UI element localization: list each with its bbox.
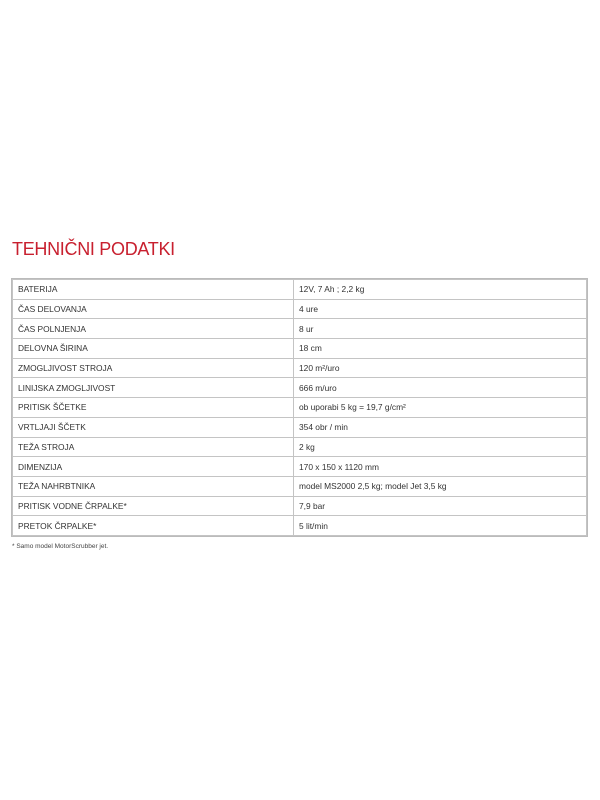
- spec-label: PRITISK ŠČETKE: [13, 398, 294, 418]
- spec-label: PRITISK VODNE ČRPALKE*: [13, 496, 294, 516]
- spec-label: TEŽA STROJA: [13, 437, 294, 457]
- table-row: [13, 339, 587, 359]
- spec-value: 5 lit/min: [294, 516, 587, 536]
- table-row: [13, 299, 587, 319]
- spec-value: 18 cm: [294, 339, 587, 359]
- spec-value: 4 ure: [294, 299, 587, 319]
- spec-value: ob uporabi 5 kg = 19,7 g/cm²: [294, 398, 587, 418]
- spec-value: 12V, 7 Ah ; 2,2 kg: [294, 280, 587, 300]
- spec-value: 2 kg: [294, 437, 587, 457]
- table-row: [13, 358, 587, 378]
- spec-value: model MS2000 2,5 kg; model Jet 3,5 kg: [294, 476, 587, 496]
- spec-label: LINIJSKA ZMOGLJIVOST: [13, 378, 294, 398]
- spec-label: DIMENZIJA: [13, 457, 294, 477]
- spec-label: DELOVNA ŠIRINA: [13, 339, 294, 359]
- table-row: [13, 417, 587, 437]
- spec-table: [12, 279, 587, 536]
- spec-value: 666 m/uro: [294, 378, 587, 398]
- table-row: [13, 319, 587, 339]
- spec-value: 170 x 150 x 1120 mm: [294, 457, 587, 477]
- table-row: [13, 457, 587, 477]
- page-title: TEHNIČNI PODATKI: [12, 239, 175, 259]
- spec-label: ZMOGLJIVOST STROJA: [13, 358, 294, 378]
- table-row: [13, 378, 587, 398]
- spec-label: ČAS DELOVANJA: [13, 299, 294, 319]
- spec-value: 7,9 bar: [294, 496, 587, 516]
- table-row: [13, 516, 587, 536]
- spec-label: VRTLJAJI ŠČETK: [13, 417, 294, 437]
- table-row: [13, 476, 587, 496]
- spec-label: TEŽA NAHRBTNIKA: [13, 476, 294, 496]
- spec-value: 8 ur: [294, 319, 587, 339]
- spec-label: ČAS POLNJENJA: [13, 319, 294, 339]
- spec-label: BATERIJA: [13, 280, 294, 300]
- spec-value: 354 obr / min: [294, 417, 587, 437]
- footnote: * Samo model MotorScrubber jet.: [12, 543, 109, 550]
- table-row: [13, 496, 587, 516]
- table-row: [13, 280, 587, 300]
- spec-label: PRETOK ČRPALKE*: [13, 516, 294, 536]
- spec-value: 120 m²/uro: [294, 358, 587, 378]
- table-row: [13, 437, 587, 457]
- table-row: [13, 398, 587, 418]
